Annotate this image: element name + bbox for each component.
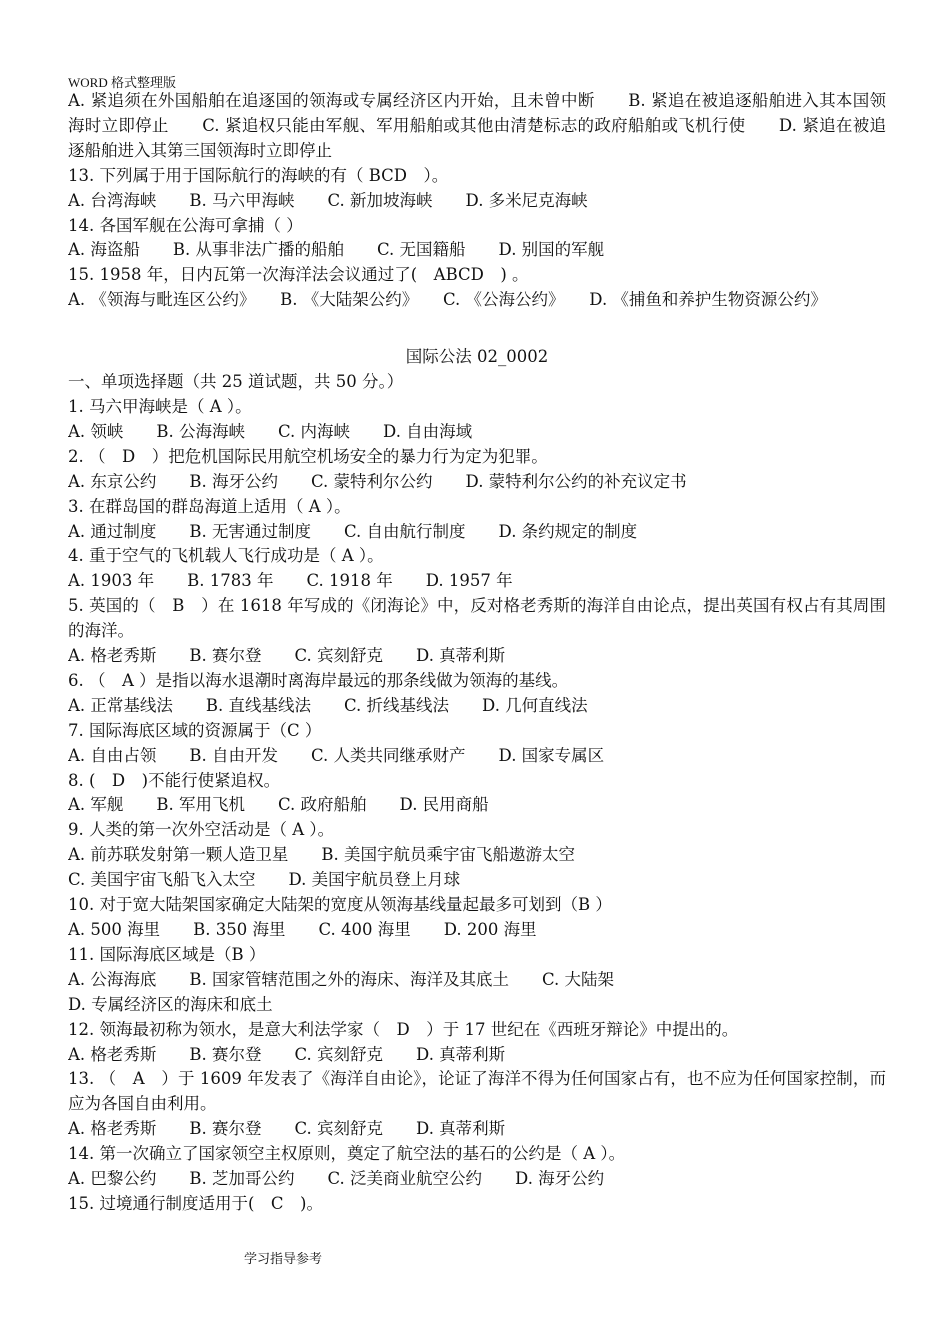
text-line: 4. 重于空气的飞机载人飞行成功是（ A ）。 bbox=[68, 546, 384, 566]
text-line: A. 前苏联发射第一颗人造卫星 B. 美国宇航员乘宇宙飞船遨游太空 bbox=[68, 845, 576, 865]
text-line: A. 自由占领 B. 自由开发 C. 人类共同继承财产 D. 国家专属区 bbox=[68, 745, 605, 765]
text-line: 13. 下列属于用于国际航行的海峡的有（ BCD ）。 bbox=[68, 165, 449, 185]
text-line: 9. 人类的第一次外空活动是（ A ）。 bbox=[68, 820, 335, 840]
text-line: A. 领峡 B. 公海海峡 C. 内海峡 D. 自由海域 bbox=[68, 421, 473, 441]
text-line: A. 通过制度 B. 无害通过制度 C. 自由航行制度 D. 条约规定的制度 bbox=[68, 521, 638, 541]
text-line: A. 格老秀斯 B. 赛尔登 C. 宾刻舒克 D. 真蒂利斯 bbox=[68, 1119, 506, 1139]
text-line: A. 格老秀斯 B. 赛尔登 C. 宾刻舒克 D. 真蒂利斯 bbox=[68, 1044, 506, 1064]
text-line: 14. 第一次确立了国家领空主权原则，奠定了航空法的基石的公约是（ A ）。 bbox=[68, 1144, 626, 1164]
text-line: A. 《领海与毗连区公约》 B. 《大陆架公约》 C. 《公海公约》 D. 《捕鱼和养护生物资源公约》 bbox=[68, 290, 827, 310]
text-line: A. 正常基线法 B. 直线基线法 C. 折线基线法 D. 几何直线法 bbox=[68, 695, 588, 715]
text-line: A. 公海海底 B. 国家管辖范围之外的海床、海洋及其底土 C. 大陆架 bbox=[68, 969, 615, 989]
text-line: A. 海盗船 B. 从事非法广播的船舶 C. 无国籍船 D. 别国的军舰 bbox=[68, 240, 605, 260]
page-footer: 学习指导参考 bbox=[244, 1252, 323, 1267]
text-line: A. 500 海里 B. 350 海里 C. 400 海里 D. 200 海里 bbox=[68, 920, 537, 939]
text-line: 13. （ A ）于 1609 年发表了《海洋自由论》，论证了海洋不得为任何国家占有，也不应为任何国家控制，而应为各国自由利用。 bbox=[68, 1069, 886, 1114]
text-line: 15. 过境通行制度适用于( C )。 bbox=[68, 1193, 323, 1213]
page-header: WORD 格式整理版 bbox=[68, 75, 176, 90]
text-line: A. 格老秀斯 B. 赛尔登 C. 宾刻舒克 D. 真蒂利斯 bbox=[68, 646, 506, 666]
text-line: 7. 国际海底区域的资源属于（C ） bbox=[68, 720, 322, 740]
text-line: C. 美国宇宙飞船飞入太空 D. 美国宇航员登上月球 bbox=[68, 870, 461, 890]
text-line: 15. 1958 年，日内瓦第一次海洋法会议通过了( ABCD ) 。 bbox=[68, 265, 529, 285]
text-line: A. 东京公约 B. 海牙公约 C. 蒙特利尔公约 D. 蒙特利尔公约的补充议定书 bbox=[68, 471, 687, 491]
document-body bbox=[68, 89, 886, 1217]
text-line: A. 巴黎公约 B. 芝加哥公约 C. 泛美商业航空公约 D. 海牙公约 bbox=[68, 1169, 605, 1189]
text-line: 3. 在群岛国的群岛海道上适用（ A ）。 bbox=[68, 496, 351, 516]
spacer bbox=[68, 313, 886, 345]
text-line: 5. 英国的（ B ）在 1618 年写成的《闭海论》中，反对格老秀斯的海洋自由论点，提出英国有权占有其周围的海洋。 bbox=[68, 596, 886, 641]
text-line: 2. （ D ）把危机国际民用航空机场安全的暴力行为定为犯罪。 bbox=[68, 446, 548, 466]
text-line: A. 军舰 B. 军用飞机 C. 政府船舶 D. 民用商船 bbox=[68, 795, 489, 815]
text-line: 8. ( D )不能行使紧追权。 bbox=[68, 770, 281, 790]
text-line: A. 1903 年 B. 1783 年 C. 1918 年 D. 1957 年 bbox=[68, 571, 513, 591]
text-line: A. 台湾海峡 B. 马六甲海峡 C. 新加坡海峡 D. 多米尼克海峡 bbox=[68, 190, 588, 210]
text-line: 12. 领海最初称为领水，是意大利法学家（ D ）于 17 世纪在《西班牙辩论》中提出的。 bbox=[68, 1019, 739, 1039]
text-line: 10. 对于宽大陆架国家确定大陆架的宽度从领海基线量起最多可划到（B ） bbox=[68, 895, 612, 915]
text-line: 1. 马六甲海峡是（ A ）。 bbox=[68, 396, 252, 416]
text-line: D. 专属经济区的海床和底土 bbox=[68, 994, 273, 1014]
text-line: 11. 国际海底区域是（B ） bbox=[68, 944, 266, 964]
text-line: 6. （ A ）是指以海水退潮时离海岸最远的那条线做为领海的基线。 bbox=[68, 670, 569, 690]
text-line: 一、单项选择题（共 25 道试题，共 50 分。） bbox=[68, 372, 404, 392]
text-line: A. 紧追须在外国船舶在追逐国的领海或专属经济区内开始，且未曾中断 B. 紧追在被追逐船舶进入其本国领海时立即停止 C. 紧追权只能由军舰、军用船舶或其他由清楚标志的政府船舶或飞机行使 D. 紧追在被追逐船舶进入其第三国领海时立即停止 bbox=[68, 91, 886, 160]
text-line: 14. 各国军舰在公海可拿捕（ ） bbox=[68, 215, 303, 235]
section-title: 国际公法 02_0002 bbox=[405, 347, 549, 367]
